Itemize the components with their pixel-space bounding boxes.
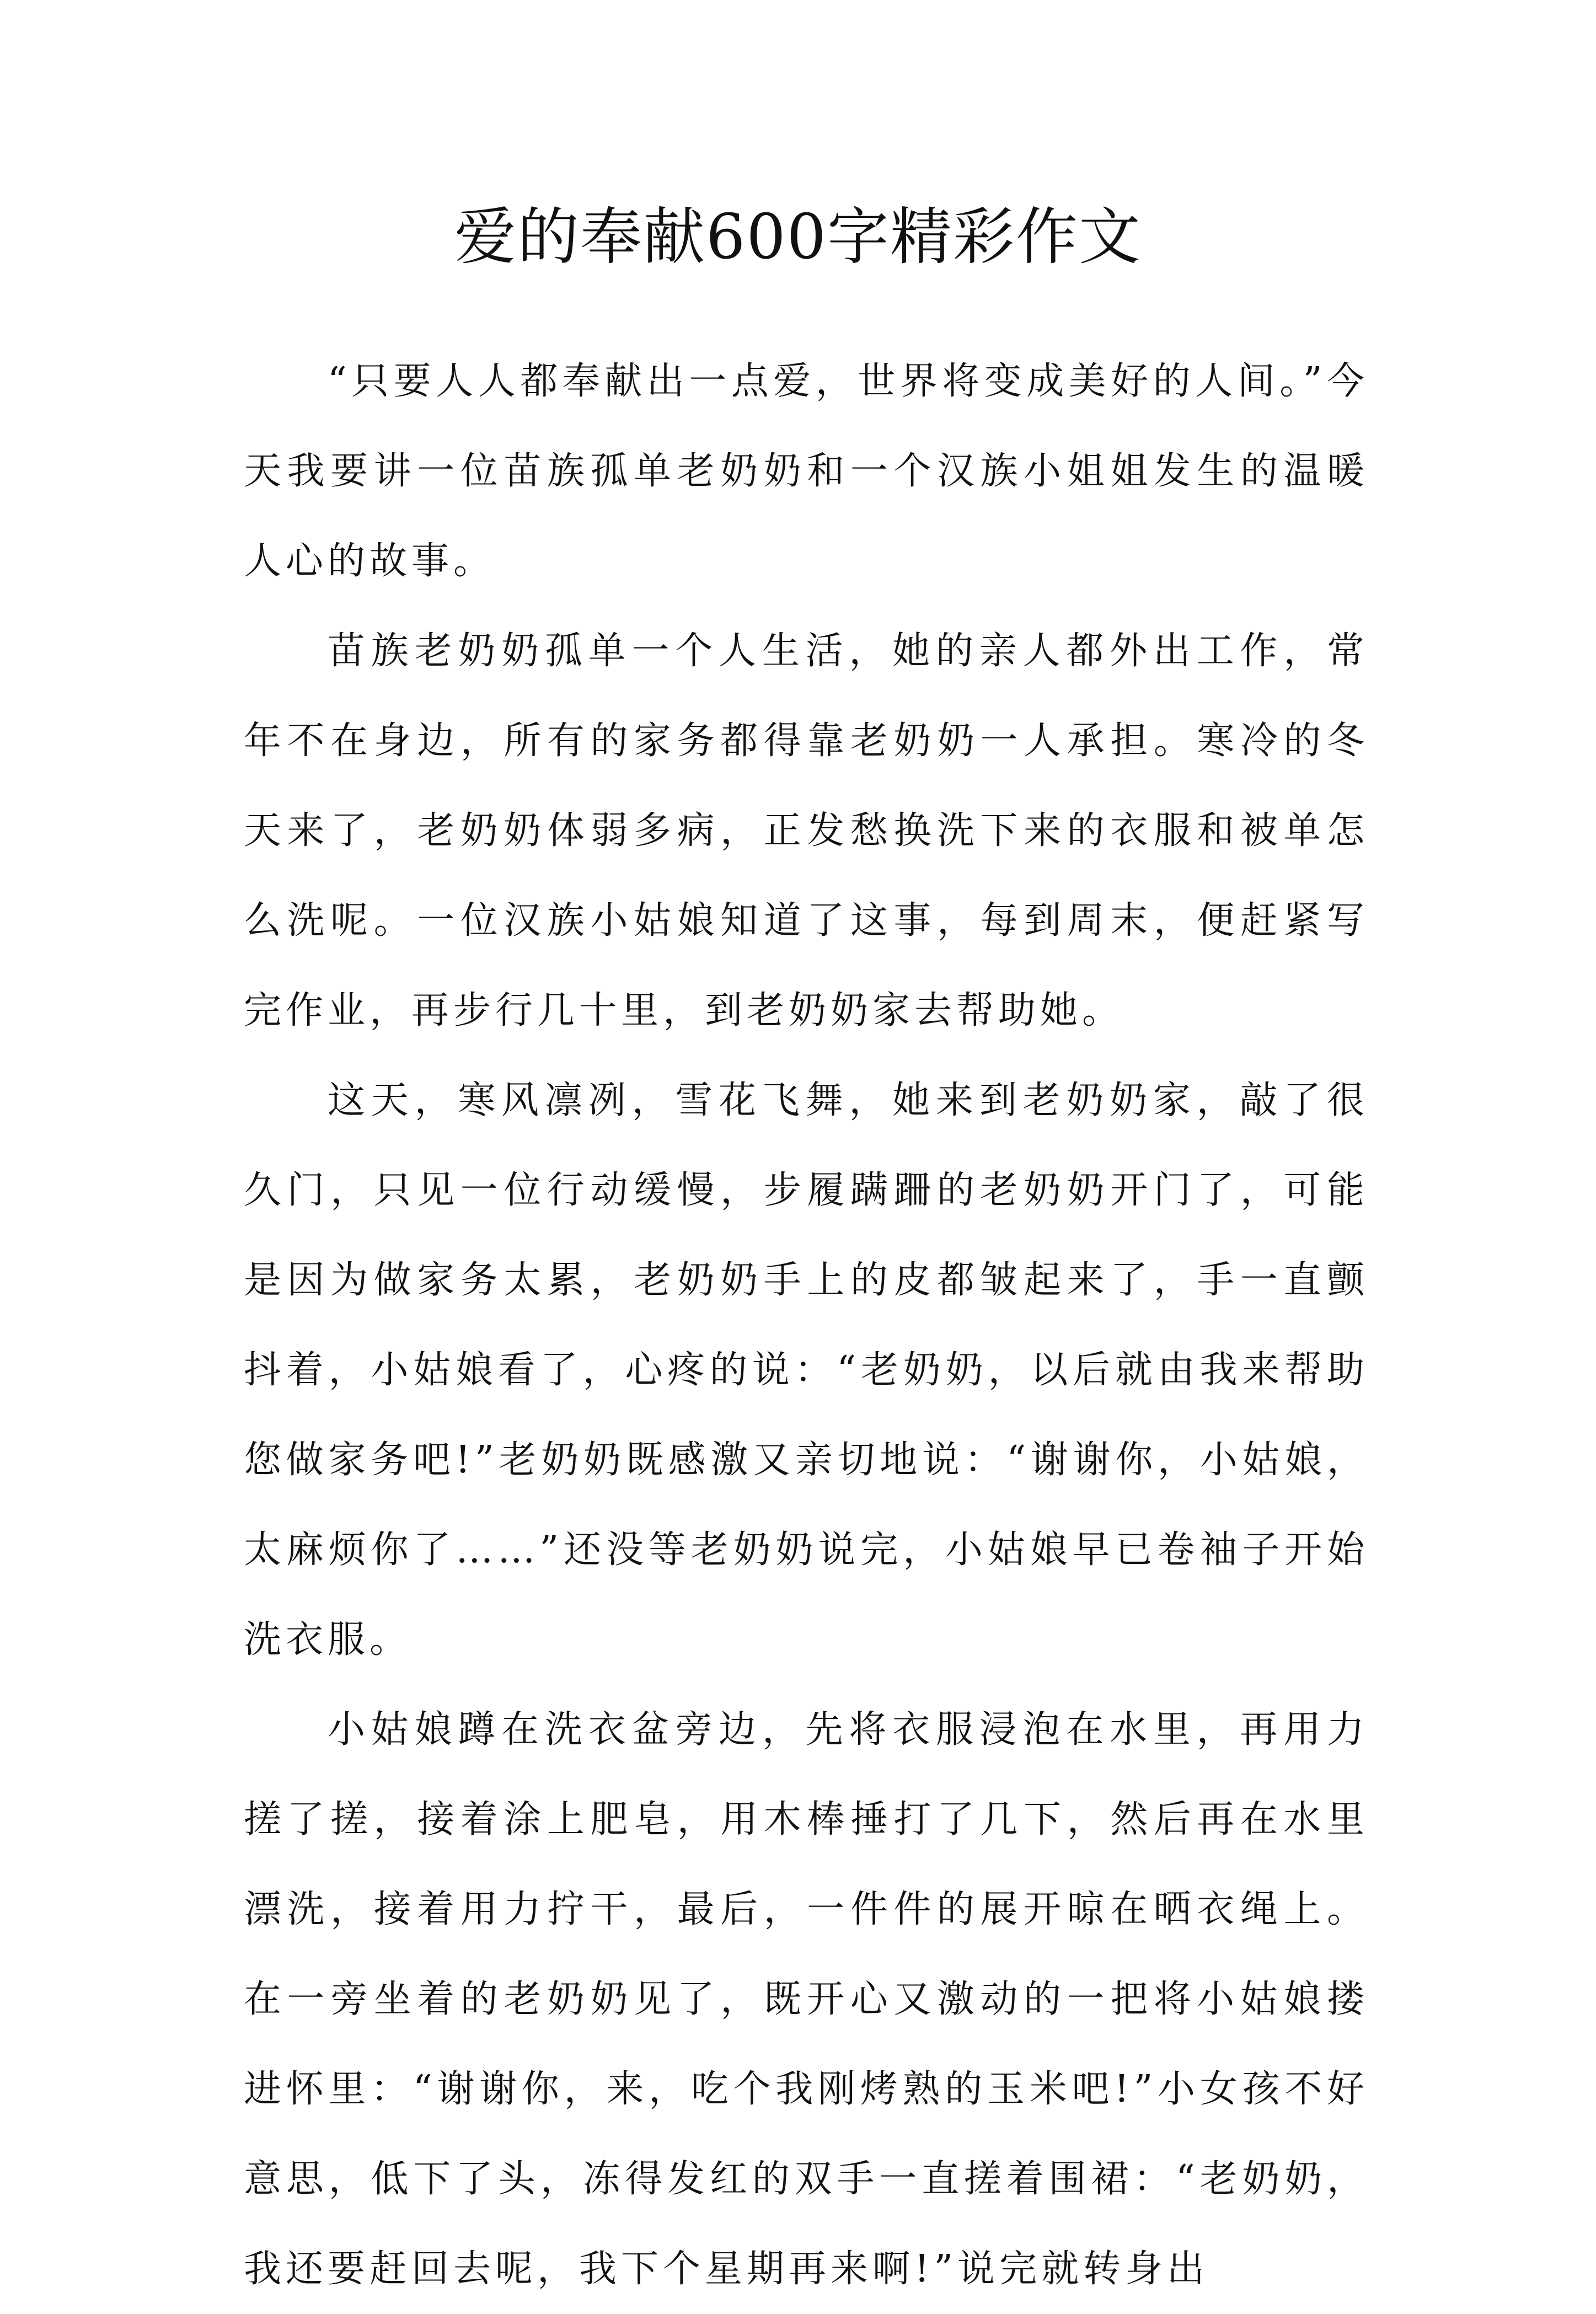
document-title: 爱的奉献600字精彩作文: [454, 201, 1142, 273]
document-body: [244, 336, 1369, 2314]
paragraph-2: 苗族老奶奶孤单一个人生活，她的亲人都外出工作，常年不在身边，所有的家务都得靠老奶奶一人承担。寒冷的冬天来了，老奶奶体弱多病，正发愁换洗下来的衣服和被单怎么洗呢。一位汉族小姑娘知道了这事，每到周末，便赶紧写完作业，再步行几十里，到老奶奶家去帮助她。: [244, 629, 1369, 1032]
paragraph-1: “只要人人都奉献出一点爱，世界将变成美好的人间。”今天我要讲一位苗族孤单老奶奶和一个汉族小姐姐发生的温暖人心的故事。: [244, 360, 1369, 583]
paragraph-3: 这天，寒风凛冽，雪花飞舞，她来到老奶奶家，敲了很久门，只见一位行动缓慢，步履蹒跚的老奶奶开门了，可能是因为做家务太累，老奶奶手上的皮都皱起来了，手一直颤抖着，小姑娘看了，心疼的说：“老奶奶，以后就由我来帮助您做家务吧!”老奶奶既感激又亲切地说：“谢谢你，小姑娘，太麻烦你了……”还没等老奶奶说完，小姑娘早已卷袖子开始洗衣服。: [244, 1079, 1369, 1662]
paragraph-4: 小姑娘蹲在洗衣盆旁边，先将衣服浸泡在水里，再用力搓了搓，接着涂上肥皂，用木棒捶打了几下，然后再在水里漂洗，接着用力拧干，最后，一件件的展开晾在晒衣绳上。在一旁坐着的老奶奶见了，既开心又激动的一把将小姑娘搂进怀里：“谢谢你，来，吃个我刚烤熟的玉米吧!”小女孩不好意思，低下了头，冻得发红的双手一直搓着围裙：“老奶奶，我还要赶回去呢，我下个星期再来啊!”说完就转身出: [244, 1708, 1369, 2291]
